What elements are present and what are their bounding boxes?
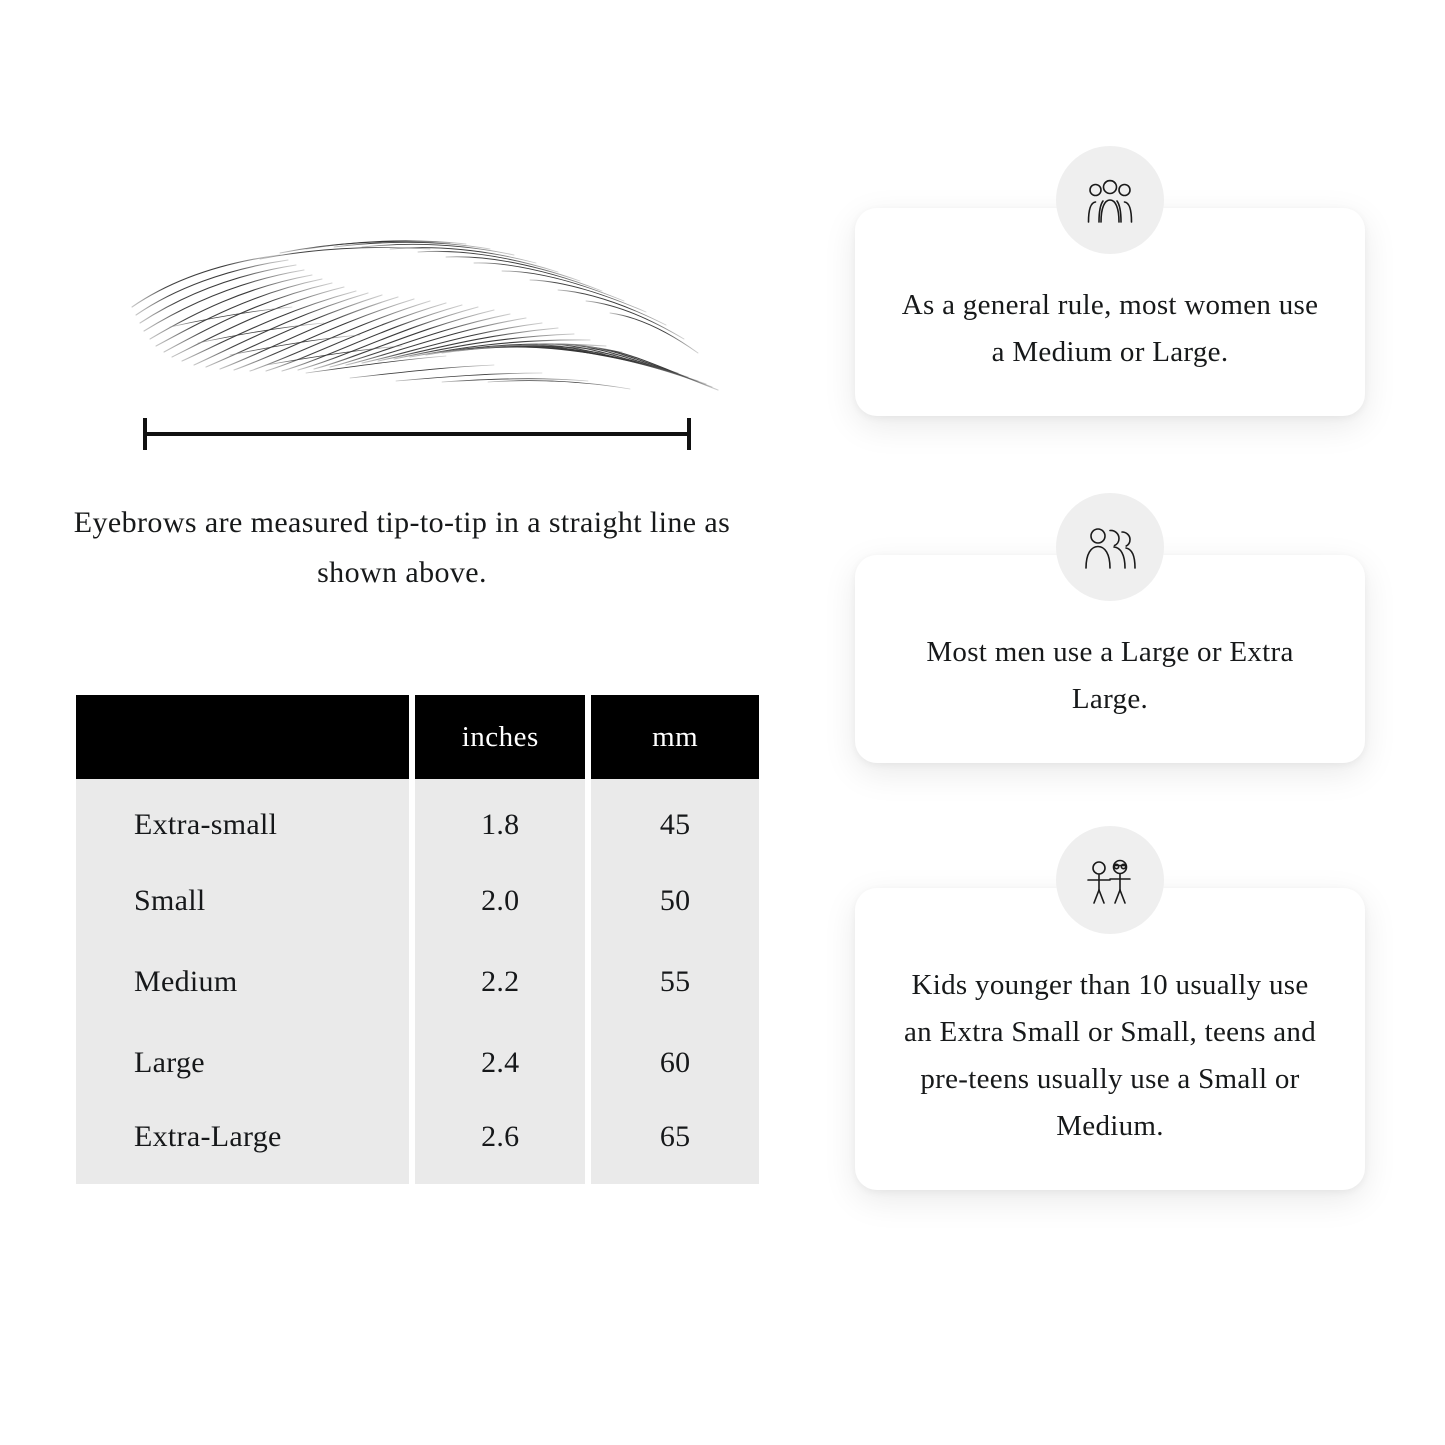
note-card-men <box>855 555 1365 763</box>
note-text: Kids younger than 10 usually use an Extra Small or Small, teens and pre-teens usually use a Small or Medium. <box>903 969 1317 1142</box>
right-column <box>800 0 1445 1445</box>
kids-group-icon <box>1056 826 1164 934</box>
cell-mm: 60 <box>591 1022 759 1103</box>
note-text: As a general rule, most women use a Medium or Large. <box>901 289 1319 368</box>
cell-size: Medium <box>76 941 409 1022</box>
cell-inches: 1.8 <box>415 779 585 860</box>
note-card-kids <box>855 888 1365 1190</box>
header-inches: inches <box>415 695 585 779</box>
table-row <box>76 860 759 941</box>
women-group-icon <box>1056 146 1164 254</box>
table-row <box>76 1022 759 1103</box>
note-text: Most men use a Large or Extra Large. <box>926 636 1294 715</box>
table-row <box>76 941 759 1022</box>
cell-inches: 2.0 <box>415 860 585 941</box>
note-card-women <box>855 208 1365 416</box>
eyebrow-illustration <box>110 215 730 400</box>
cell-mm: 45 <box>591 779 759 860</box>
measure-rule <box>143 432 691 436</box>
cell-size: Extra-Large <box>76 1103 409 1184</box>
cell-mm: 55 <box>591 941 759 1022</box>
size-table-body <box>76 779 759 1184</box>
table-row <box>76 779 759 860</box>
size-table-head <box>76 695 759 779</box>
cell-size: Extra-small <box>76 779 409 860</box>
cell-mm: 65 <box>591 1103 759 1184</box>
measure-cap-left <box>143 418 147 450</box>
cell-size: Large <box>76 1022 409 1103</box>
table-header-row <box>76 695 759 779</box>
tip-to-tip-measure-bar <box>143 418 691 450</box>
measure-cap-right <box>687 418 691 450</box>
cell-size: Small <box>76 860 409 941</box>
measurement-caption: Eyebrows are measured tip-to-tip in a straight line as shown above. <box>73 506 731 589</box>
cell-inches: 2.4 <box>415 1022 585 1103</box>
cell-inches: 2.6 <box>415 1103 585 1184</box>
cell-inches: 2.2 <box>415 941 585 1022</box>
table-row <box>76 1103 759 1184</box>
size-table <box>70 695 765 1184</box>
header-mm: mm <box>591 695 759 779</box>
men-group-icon <box>1056 493 1164 601</box>
cell-mm: 50 <box>591 860 759 941</box>
header-size <box>76 695 409 779</box>
